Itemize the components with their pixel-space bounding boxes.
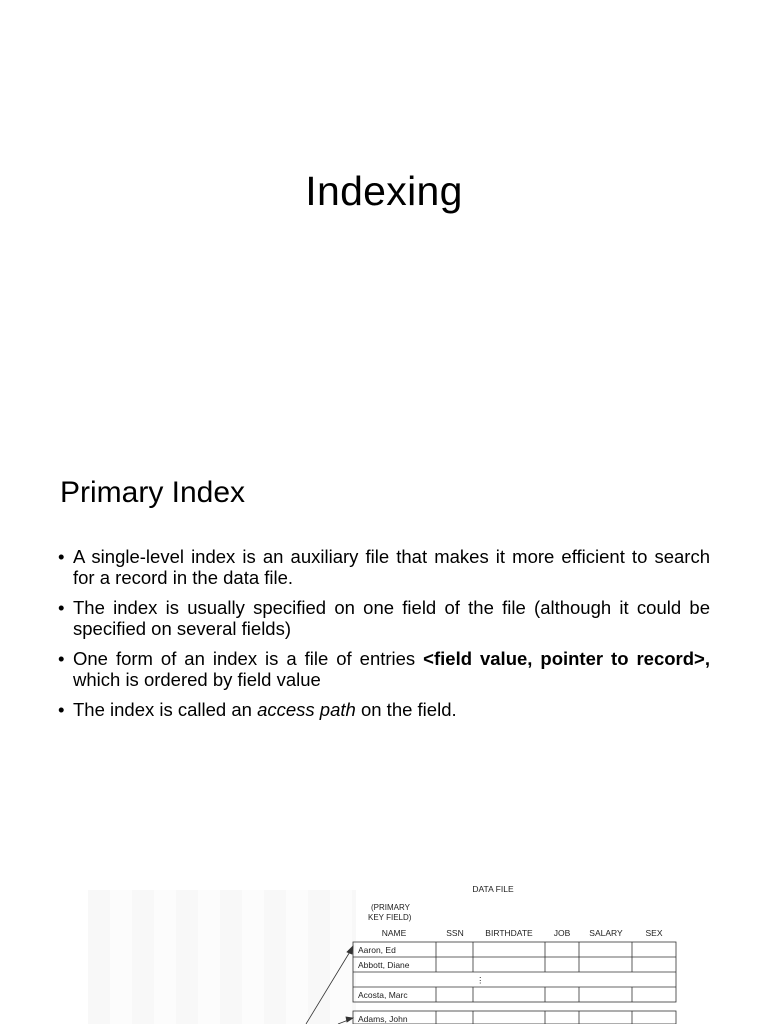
data-file-figure — [88, 880, 678, 1024]
table-row-name: Aaron, Ed — [358, 945, 396, 955]
bullet-item — [58, 546, 710, 588]
bullet-dot: • — [58, 597, 65, 618]
data-table-grid — [353, 942, 676, 1024]
table-row-name: Abbott, Diane — [358, 960, 410, 970]
table-row-name: Acosta, Marc — [358, 990, 408, 1000]
bullet-text: One form of an index is a file of entries — [73, 648, 424, 669]
bullet-list — [58, 546, 710, 729]
data-file-diagram — [88, 880, 678, 1024]
column-header: SEX — [645, 928, 663, 938]
bullet-text: on the field. — [355, 699, 457, 720]
column-header: SSN — [446, 928, 464, 938]
bullet-bold-text: <field value, pointer to record>, — [423, 648, 711, 669]
bullet-text: The index is usually specified on one field of the file (although it could be specified on several fields) — [73, 597, 710, 639]
ellipsis: ⋮ — [476, 975, 485, 985]
table-row-name: Adams, John — [358, 1014, 408, 1024]
bullet-text: which is ordered by field value — [73, 669, 321, 690]
bullet-italic-text: access path — [257, 699, 356, 720]
slide-indexing — [0, 0, 768, 432]
column-header: NAME — [381, 928, 407, 938]
bullet-dot: • — [58, 699, 65, 720]
key-field-label-2: KEY FIELD) — [368, 913, 412, 922]
bullet-item — [58, 597, 710, 639]
slide-title: Primary Index — [60, 476, 246, 509]
slide-primary-index — [0, 432, 768, 1024]
bullet-text: A single-level index is an auxiliary file that makes it more efficient to search for a record in the data file. — [73, 546, 710, 588]
slide-title: Indexing — [305, 168, 463, 214]
column-header: BIRTHDATE — [485, 928, 533, 938]
bullet-dot: • — [58, 546, 65, 567]
bullet-dot: • — [58, 648, 65, 669]
column-header: SALARY — [589, 928, 623, 938]
key-field-label-1: (PRIMARY — [371, 903, 410, 912]
bullet-text: The index is called an — [73, 699, 258, 720]
bullet-item — [58, 699, 710, 720]
pointer-arrows — [306, 946, 353, 1024]
bullet-item — [58, 648, 710, 690]
data-file-label: DATA FILE — [472, 884, 514, 894]
column-header: JOB — [553, 928, 571, 938]
